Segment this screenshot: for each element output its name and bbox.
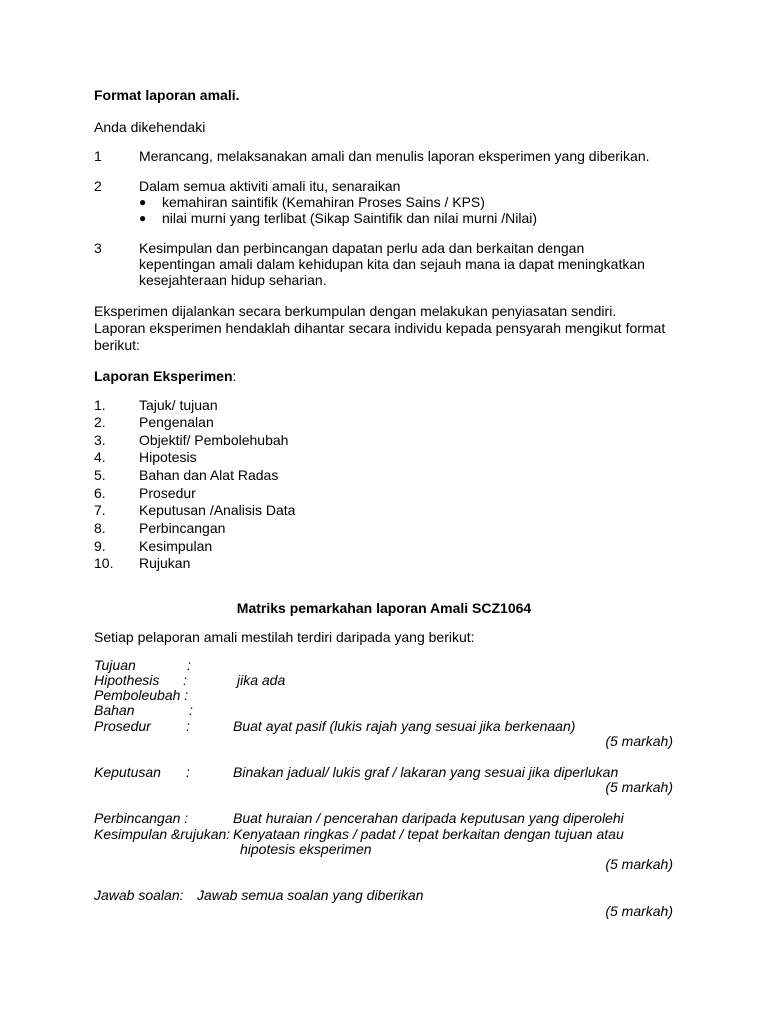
step-number: 3 <box>94 240 102 256</box>
value-perbincangan: Buat huraian / pencerahan daripada keputusan yang diperolehi <box>233 810 624 826</box>
report-item-number: 9. <box>94 538 106 554</box>
report-item: Tajuk/ tujuan <box>139 397 218 413</box>
step-text: Merancang, melaksanakan amali dan menulis laporan eksperimen yang diberikan. <box>139 148 650 164</box>
report-item: Objektif/ Pembolehubah <box>139 432 289 448</box>
mark-label: (5 markah) <box>605 733 673 749</box>
paragraph-line: berikut: <box>94 337 140 353</box>
report-item: Rujukan <box>139 555 191 571</box>
bullet-icon: ● <box>139 195 147 209</box>
bullet-text: kemahiran saintifik (Kemahiran Proses Sains / KPS) <box>162 194 485 210</box>
report-title: Laporan Eksperimen <box>94 368 233 384</box>
report-item-number: 3. <box>94 432 106 448</box>
colon: : <box>186 718 190 734</box>
report-item-number: 5. <box>94 467 106 483</box>
report-item: Pengenalan <box>139 414 214 430</box>
colon: : <box>189 702 193 718</box>
value-kesimpulan: Kenyataan ringkas / padat / tepat berkaitan dengan tujuan atau <box>233 826 624 842</box>
label-hipothesis: Hipothesis <box>94 672 160 688</box>
document-heading: Format laporan amali. <box>94 87 240 103</box>
intro-text: Anda dikehendaki <box>94 119 206 135</box>
matrix-title: Matriks pemarkahan laporan Amali SCZ1064 <box>236 600 532 616</box>
step-number: 2 <box>94 178 102 194</box>
value-kesimpulan-cont: hipotesis eksperimen <box>240 841 372 857</box>
paragraph-line: Eksperimen dijalankan secara berkumpulan dengan melakukan penyiasatan sendiri. <box>94 303 617 319</box>
mark-label: (5 markah) <box>605 779 673 795</box>
report-item-number: 2. <box>94 414 106 430</box>
mark-label: (5 markah) <box>605 903 673 919</box>
label-perbincangan: Perbincangan : <box>94 810 189 826</box>
report-item-number: 7. <box>94 502 106 518</box>
step-text: kepentingan amali dalam kehidupan kita dan sejauh mana ia dapat meningkatkan <box>139 256 645 272</box>
label-tujuan: Tujuan <box>94 657 136 673</box>
label-keputusan: Keputusan <box>94 764 161 780</box>
label-jawab: Jawab soalan: <box>94 887 184 903</box>
step-text: Kesimpulan dan perbincangan dapatan perlu ada dan berkaitan dengan <box>139 240 585 256</box>
label-kesimpulan: Kesimpulan &rujukan: <box>94 826 231 842</box>
report-item: Perbincangan <box>139 520 226 536</box>
report-item-number: 10. <box>94 555 114 571</box>
step-text: kesejahteraan hidup seharian. <box>139 272 327 288</box>
report-item: Keputusan /Analisis Data <box>139 502 296 518</box>
value-jawab: Jawab semua soalan yang diberikan <box>197 887 424 903</box>
colon: : <box>183 672 187 688</box>
report-item: Prosedur <box>139 485 196 501</box>
step-text: Dalam semua aktiviti amali itu, senaraikan <box>139 178 401 194</box>
report-item-number: 4. <box>94 449 106 465</box>
report-item: Bahan dan Alat Radas <box>139 467 279 483</box>
mark-label: (5 markah) <box>605 856 673 872</box>
label-bahan: Bahan <box>94 702 135 718</box>
matrix-intro: Setiap pelaporan amali mestilah terdiri daripada yang berikut: <box>94 629 475 645</box>
report-heading <box>94 368 236 385</box>
step-number: 1 <box>94 148 102 164</box>
label-pemboleubah: Pemboleubah : <box>94 687 189 703</box>
report-item-number: 1. <box>94 397 106 413</box>
value-hipothesis: jika ada <box>237 672 286 688</box>
value-prosedur: Buat ayat pasif (lukis rajah yang sesuai jika berkenaan) <box>233 718 576 734</box>
bullet-icon: ● <box>139 211 147 225</box>
report-title-suffix: : <box>232 368 237 384</box>
colon: : <box>186 764 190 780</box>
value-keputusan: Binakan jadual/ lukis graf / lakaran yang sesuai jika diperlukan <box>233 764 619 780</box>
bullet-text: nilai murni yang terlibat (Sikap Saintifik dan nilai murni /Nilai) <box>162 210 538 226</box>
paragraph-line: Laporan eksperimen hendaklah dihantar secara individu kepada pensyarah mengikut format <box>94 320 666 336</box>
report-item-number: 6. <box>94 485 106 501</box>
report-item: Kesimpulan <box>139 538 213 554</box>
report-item: Hipotesis <box>139 449 197 465</box>
label-prosedur: Prosedur <box>94 718 151 734</box>
colon: : <box>187 657 191 673</box>
report-item-number: 8. <box>94 520 106 536</box>
